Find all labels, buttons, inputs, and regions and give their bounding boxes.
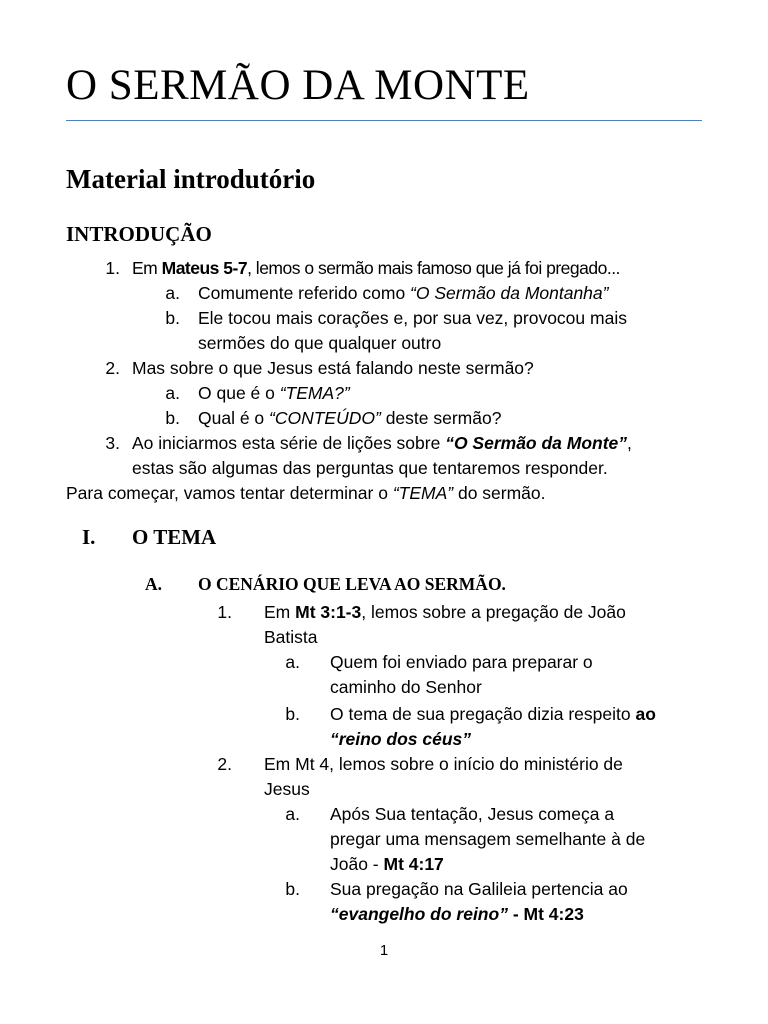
document-title: O SERMÃO DA MONTE [66,62,530,109]
list-item-continuation: pregar uma mensagem semelhante à de [330,829,646,849]
list-item-continuation: caminho do Senhor [330,677,482,697]
list-letter: b. [165,408,180,428]
subsection-letter: A. [145,574,163,594]
list-item-continuation: “reino dos céus” [330,729,472,749]
list-letter: a. [165,383,180,403]
list-item: Qual é o “CONTEÚDO” deste sermão? [198,408,502,428]
list-item: Em Mt 4, lemos sobre o início do ministério de [264,754,623,774]
list-item: Quem foi enviado para preparar o [330,652,593,672]
title-divider [66,120,702,121]
bible-reference: Mt 4:17 [383,854,444,874]
list-item-continuation: “evangelho do reino” - Mt 4:23 [330,904,584,924]
list-item: O que é o “TEMA?” [198,383,350,403]
section-heading-tema: O TEMA [132,525,217,549]
list-letter: b. [285,879,300,899]
list-item-continuation: João - Mt 4:17 [330,854,444,874]
list-item: Em Mt 3:1-3, lemos sobre a pregação de João [264,602,626,622]
subsection-heading-cenario: O CENÁRIO QUE LEVA AO SERMÃO. [198,574,506,594]
list-number: 2. [217,754,232,774]
list-item-continuation: sermões do que qualquer outro [198,333,442,353]
page-number: 1 [379,942,389,959]
list-item-continuation: Batista [264,627,318,647]
list-letter: a. [165,283,180,303]
list-number: 1. [105,258,120,278]
list-item: Sua pregação na Galileia pertencia ao [330,879,628,899]
list-item: Mas sobre o que Jesus está falando neste sermão? [132,358,534,378]
list-number: 2. [105,358,120,378]
list-item: Ao iniciarmos esta série de lições sobre “O Sermão da Monte”, [132,433,632,453]
list-item-continuation: Jesus [264,779,310,799]
list-letter: a. [285,652,300,672]
list-letter: a. [285,804,300,824]
section-number: I. [82,525,96,549]
section-heading-material: Material introdutório [66,164,316,194]
bible-reference: Mt 3:1-3 [295,602,362,622]
list-item: Ele tocou mais corações e, por sua vez, provocou mais [198,308,627,328]
list-number: 3. [105,433,120,453]
list-item-continuation: estas são algumas das perguntas que tentaremos responder. [132,458,608,478]
bible-reference: - Mt 4:23 [507,904,584,924]
paragraph: Para começar, vamos tentar determinar o “TEMA” do sermão. [66,483,546,503]
list-letter: b. [285,704,300,724]
list-item: Comumente referido como “O Sermão da Montanha” [198,283,609,303]
list-item: Após Sua tentação, Jesus começa a [330,804,615,824]
list-item: Em Mateus 5-7, lemos o sermão mais famoso que já foi pregado... [132,258,620,278]
list-letter: b. [165,308,180,328]
list-number: 1. [217,602,232,622]
list-item: O tema de sua pregação dizia respeito ao [330,704,656,724]
bible-reference: Mateus 5-7 [161,258,248,278]
section-heading-introducao: INTRODUÇÃO [66,222,212,246]
